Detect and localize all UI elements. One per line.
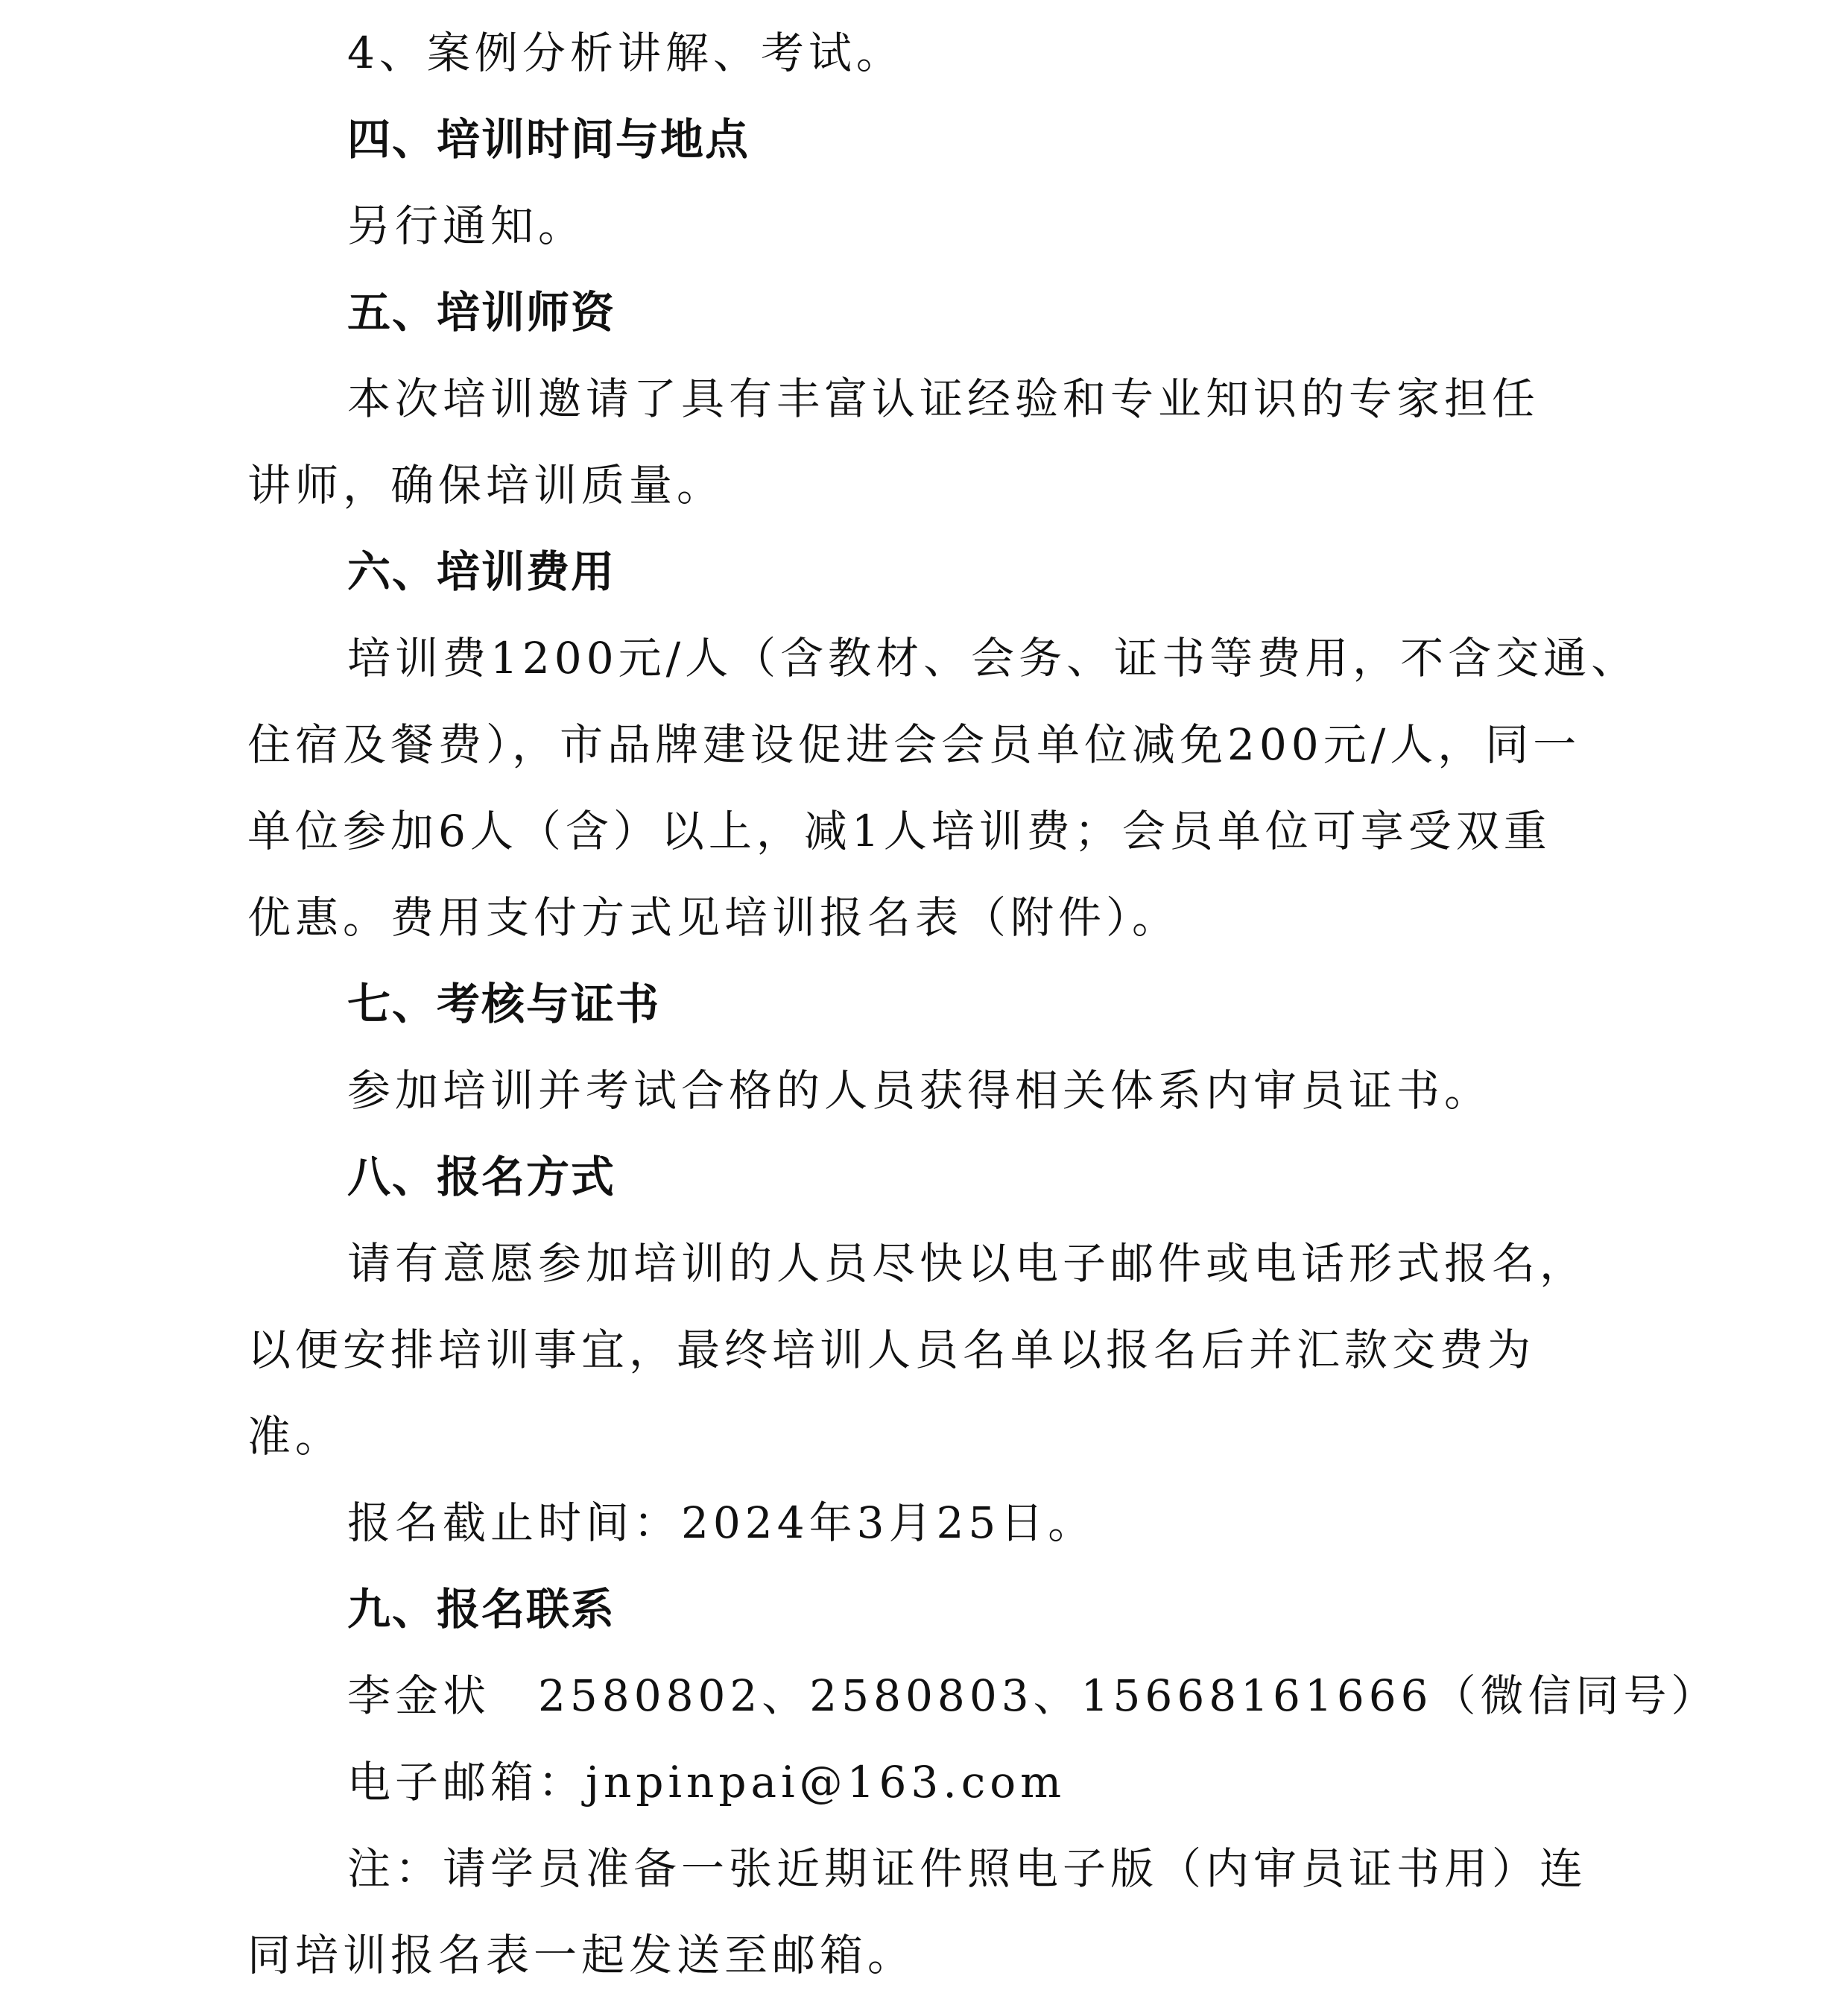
paragraph-line: 优惠。费用支付方式见培训报名表（附件）。	[247, 892, 1180, 943]
note-line: 注：请学员准备一张近期证件照电子版（内审员证书用）连	[347, 1843, 1588, 1894]
list-item-case-analysis: 4、案例分析讲解、考试。	[347, 28, 904, 78]
contact-phone: 李金状 2580802、2580803、15668161666（微信同号）	[347, 1670, 1719, 1721]
paragraph-line: 请有意愿参加培训的人员尽快以电子邮件或电话形式报名，	[347, 1238, 1588, 1289]
paragraph-line: 讲师，确保培训质量。	[247, 460, 725, 511]
paragraph-line: 准。	[247, 1411, 344, 1462]
section-heading-time-location: 四、培训时间与地点	[347, 114, 750, 165]
section-heading-fees: 六、培训费用	[347, 546, 616, 597]
section-heading-registration: 八、报名方式	[347, 1152, 616, 1202]
paragraph-line: 单位参加6人（含）以上，减1人培训费；会员单位可享受双重	[247, 806, 1551, 856]
paragraph-line: 培训费1200元/人（含教材、会务、证书等费用，不含交通、	[347, 633, 1639, 683]
contact-email: 电子邮箱：jnpinpai@163.com	[347, 1757, 1066, 1807]
note-line: 同培训报名表一起发送至邮箱。	[247, 1930, 916, 1980]
paragraph-line: 住宿及餐费），市品牌建设促进会会员单位减免200元/人，同一	[247, 719, 1581, 770]
registration-deadline: 报名截止时间：2024年3月25日。	[347, 1497, 1096, 1548]
paragraph-line: 本次培训邀请了具有丰富认证经验和专业知识的专家担任	[347, 373, 1540, 424]
paragraph-line: 参加培训并考试合格的人员获得相关体系内审员证书。	[347, 1065, 1493, 1116]
section-heading-trainers: 五、培训师资	[347, 287, 616, 338]
section-heading-assessment: 七、考核与证书	[347, 979, 661, 1029]
section-heading-contact: 九、报名联系	[347, 1584, 616, 1635]
paragraph-line: 另行通知。	[347, 201, 586, 251]
paragraph-line: 以便安排培训事宜，最终培训人员名单以报名后并汇款交费为	[247, 1325, 1536, 1375]
